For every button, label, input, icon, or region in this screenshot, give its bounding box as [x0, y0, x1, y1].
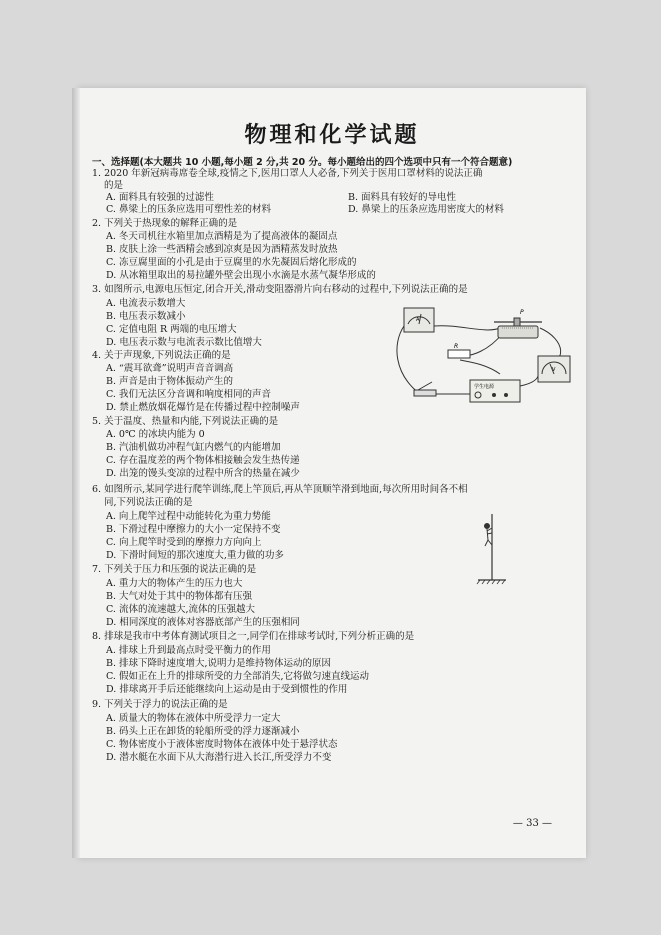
- power-supply-label: 学生电源: [474, 384, 495, 390]
- slider-label: P: [520, 309, 524, 316]
- voltmeter: [538, 356, 570, 382]
- option: C. 流体的流速越大,流体的压强越大: [106, 604, 255, 615]
- option: D. 禁止燃放烟花爆竹是在传播过程中控制噪声: [106, 402, 300, 413]
- option: A. 面料具有较强的过滤性: [106, 192, 214, 203]
- option: C. 冻豆腐里面的小孔是由于豆腐里的水先凝固后熔化形成的: [106, 257, 357, 268]
- circuit-diagram: [390, 304, 576, 406]
- page-title: 物理和化学试题: [244, 123, 420, 148]
- option: A. 冬天司机往水箱里加点酒精是为了提高液体的凝固点: [106, 231, 338, 242]
- option: D. 电压表示数与电流表示数比值增大: [106, 337, 262, 348]
- option: D. 潜水艇在水面下从大海潜行进入长江,所受浮力不变: [106, 752, 332, 763]
- question-stem: 1. 2020 年新冠病毒席卷全球,疫情之下,医用口罩人人必备,下列关于医用口罩材料的说法正确: [92, 168, 483, 179]
- option: C. 假如正在上升的排球所受的力全部消失,它将做匀速直线运动: [106, 671, 369, 682]
- option: B. 码头上正在卸货的轮船所受的浮力逐渐减小: [106, 726, 300, 737]
- question-stem: 2. 下列关于热现象的解释正确的是: [92, 218, 238, 229]
- fixed-resistor: [448, 343, 470, 358]
- voltmeter-label: V: [552, 367, 556, 373]
- question-stem: 5. 关于温度、热量和内能,下列说法正确的是: [92, 416, 279, 427]
- option: B. 排球下降时速度增大,说明力是维持物体运动的原因: [106, 658, 332, 669]
- option: C. 存在温度差的两个物体相接触会发生热传递: [106, 455, 300, 466]
- option: C. 我们无法区分音调和响度相同的声音: [106, 389, 271, 400]
- option: B. 皮肤上涂一些酒精会感到凉爽是因为酒精蒸发时放热: [106, 244, 338, 255]
- question-stem: 同,下列说法正确的是: [104, 497, 193, 508]
- option: B. 声音是由于物体振动产生的: [106, 376, 234, 387]
- option: C. 物体密度小于液体密度时物体在液体中处于悬浮状态: [106, 739, 338, 750]
- option: B. 汽油机做功冲程气缸内燃气的内能增加: [106, 442, 281, 453]
- ammeter: [404, 308, 434, 332]
- option: D. 下滑时间短的那次速度大,重力做的功多: [106, 550, 284, 561]
- option: B. 下滑过程中摩擦力的大小一定保持不变: [106, 524, 281, 535]
- option: B. 大气对处于其中的物体都有压强: [106, 591, 253, 602]
- slide-rheostat: [494, 309, 542, 338]
- question-stem: 8. 排球是我市中考体育测试项目之一,同学们在排球考试时,下列分析正确的是: [92, 631, 415, 642]
- option: A. 0℃ 的冰块内能为 0: [106, 429, 205, 440]
- option: A. 向上爬竿过程中动能转化为重力势能: [106, 511, 271, 522]
- option: D. 排球离开手后还能继续向上运动是由于受到惯性的作用: [106, 684, 348, 695]
- option: D. 相同深度的液体对容器底部产生的压强相同: [106, 617, 300, 628]
- option: D. 鼻梁上的压条应选用密度大的材料: [348, 204, 504, 215]
- question-stem: 的是: [104, 180, 124, 191]
- option: C. 鼻梁上的压条应选用可塑性差的材料: [106, 204, 271, 215]
- page-number: — 33 —: [512, 818, 552, 829]
- option: B. 电压表示数减小: [106, 311, 186, 322]
- option: C. 定值电阻 R 两端的电压增大: [106, 324, 237, 335]
- question-stem: 9. 下列关于浮力的说法正确的是: [92, 699, 228, 710]
- question-stem: 6. 如图所示,某同学进行爬竿训练,爬上竿顶后,再从竿顶顺竿滑到地面,每次所用时间各不相: [92, 484, 468, 495]
- option: A. 电流表示数增大: [106, 298, 186, 309]
- option: D. 从冰箱里取出的易拉罐外壁会出现小水滴是水蒸气凝华形成的: [106, 270, 376, 281]
- exam-page: [78, 88, 586, 858]
- option: A. 质量大的物体在液体中所受浮力一定大: [106, 713, 281, 724]
- question-stem: 7. 下列关于压力和压强的说法正确的是: [92, 564, 257, 575]
- power-supply: [470, 380, 520, 402]
- section-heading: 一、选择题(本大题共 10 小题,每小题 2 分,共 20 分。每小题给出的四个选项中只有一个符合题意): [92, 157, 513, 168]
- option: B. 面料具有较好的导电性: [348, 192, 457, 203]
- switch: [414, 382, 436, 396]
- resistor-label: R: [454, 343, 459, 350]
- option: D. 出笼的馒头变凉的过程中所含的热量在减少: [106, 468, 300, 479]
- pole-climbing-figure: [474, 512, 510, 586]
- question-stem: 4. 关于声现象,下列说法正确的是: [92, 350, 231, 361]
- option: A. “震耳欲聋”说明声音音调高: [106, 363, 234, 374]
- question-stem: 3. 如图所示,电源电压恒定,闭合开关,滑动变阻器滑片向右移动的过程中,下列说法正确的是: [92, 284, 468, 295]
- option: A. 重力大的物体产生的压力也大: [106, 578, 243, 589]
- ammeter-label: A: [416, 317, 420, 323]
- option: C. 向上爬竿时受到的摩擦力方向向上: [106, 537, 262, 548]
- climber: [485, 524, 493, 547]
- option: A. 排球上升到最高点时受平衡力的作用: [106, 645, 271, 656]
